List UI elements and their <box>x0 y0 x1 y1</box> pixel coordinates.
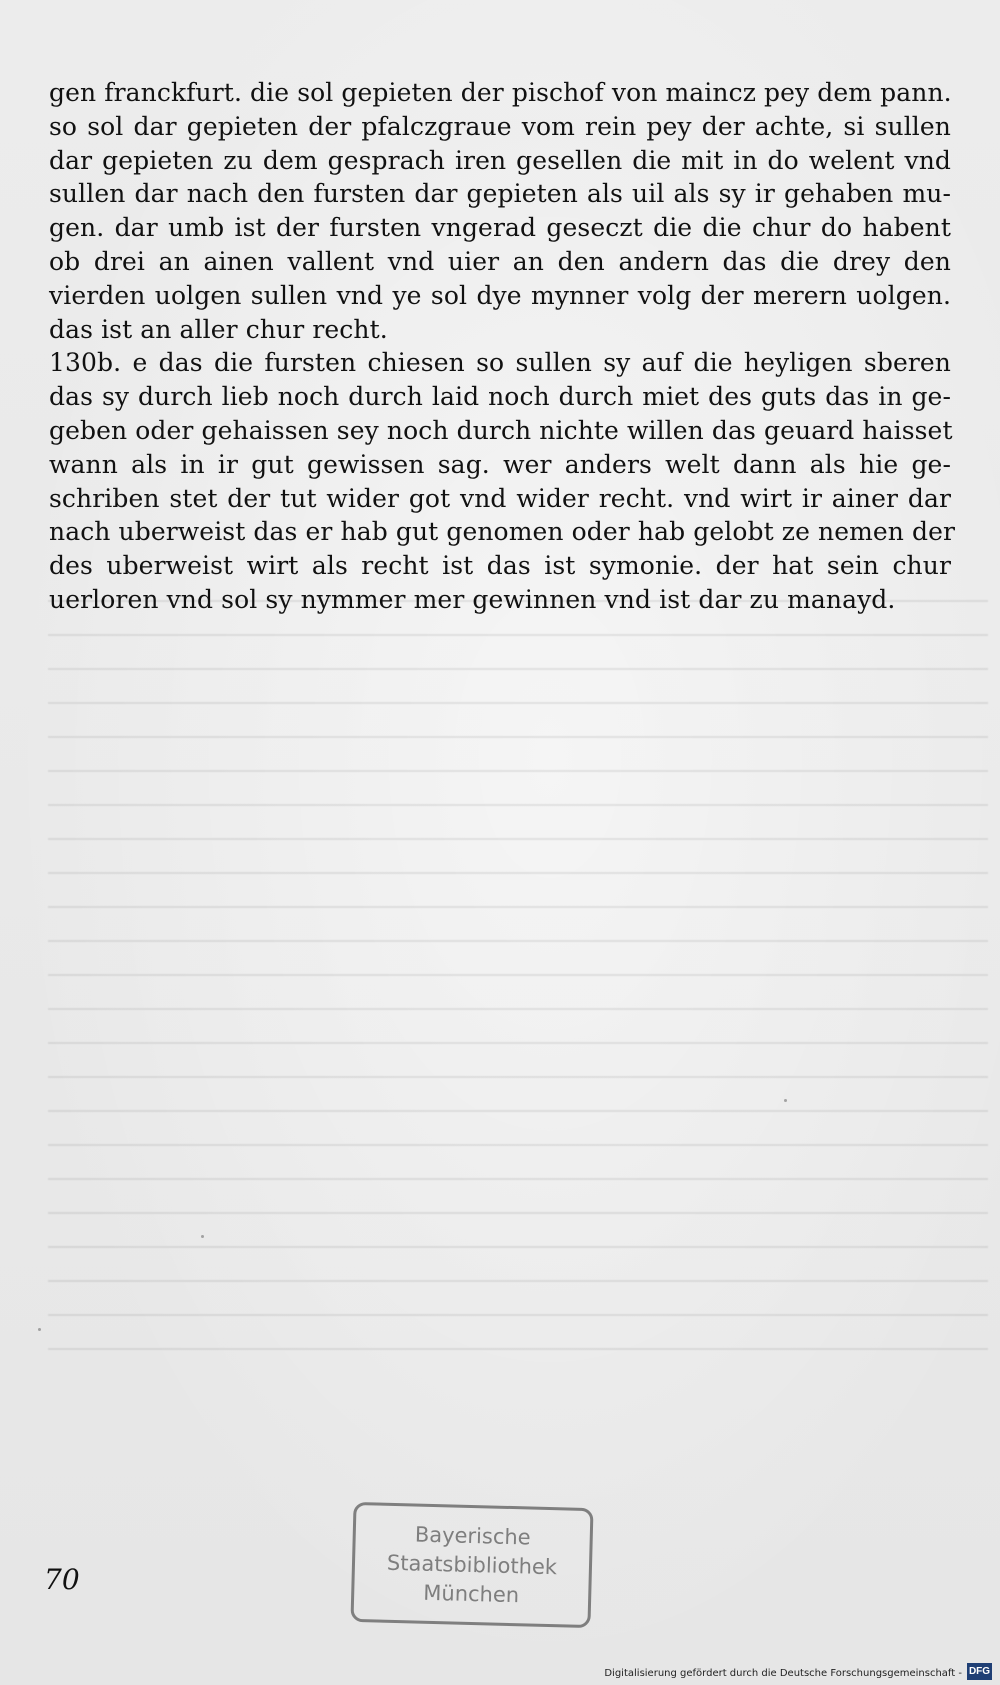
stamp-line: Staatsbibliothek <box>386 1550 558 1579</box>
digitization-credit: Digitalisierung gefördert durch die Deutsche Forschungsgemeinschaft - <box>604 1668 962 1679</box>
text-line: dar gepieten zu dem gesprach iren gesellen die mit in do welent vnd <box>49 145 951 175</box>
dust-speck <box>38 1328 41 1331</box>
main-text-block <box>49 76 956 617</box>
stamp-line: München <box>423 1580 520 1607</box>
dust-speck <box>784 1099 787 1102</box>
text-line: das sy durch lieb noch durch laid noch durch miet des guts das in ge- <box>49 382 951 412</box>
text-line: 130b. e das die fursten chiesen so sullen sy auf die heyligen sberen <box>49 348 951 378</box>
text-line: das ist an aller chur recht. <box>49 314 388 344</box>
library-stamp <box>350 1502 593 1628</box>
text-line: geben oder gehaissen sey noch durch nichte willen das geuard haisset <box>49 415 953 445</box>
text-line: sullen dar nach den fursten dar gepieten als uil als sy ir gehaben mu- <box>49 179 951 209</box>
text-line: des uberweist wirt als recht ist das ist symonie. der hat sein chur <box>49 551 951 581</box>
text-line: nach uberweist das er hab gut genomen oder hab gelobt ze nemen der <box>49 517 956 547</box>
bleed-through-texture <box>48 600 988 1370</box>
text-line: vierden uolgen sullen vnd ye sol dye mynner volg der merern uolgen. <box>49 280 951 310</box>
page-number: 70 <box>44 1563 80 1596</box>
dust-speck <box>201 1235 204 1238</box>
dfg-logo: DFG <box>967 1663 992 1680</box>
text-line: gen franckfurt. die sol gepieten der pischof von maincz pey dem pann. <box>49 78 952 107</box>
stamp-line: Bayerische <box>414 1521 531 1550</box>
text-line: wann als in ir gut gewissen sag. wer anders welt dann als hie ge- <box>49 449 951 479</box>
text-line: so sol dar gepieten der pfalczgraue vom rein pey der achte, si sullen <box>49 111 951 141</box>
text-line: ob drei an ainen vallent vnd uier an den andern das die drey den <box>49 246 951 276</box>
text-line: gen. dar umb ist der fursten vngerad geseczt die die chur do habent <box>49 213 951 243</box>
text-line: schriben stet der tut wider got vnd wider recht. vnd wirt ir ainer dar <box>49 483 951 513</box>
text-line: uerloren vnd sol sy nymmer mer gewinnen vnd ist dar zu manayd. <box>49 584 896 614</box>
